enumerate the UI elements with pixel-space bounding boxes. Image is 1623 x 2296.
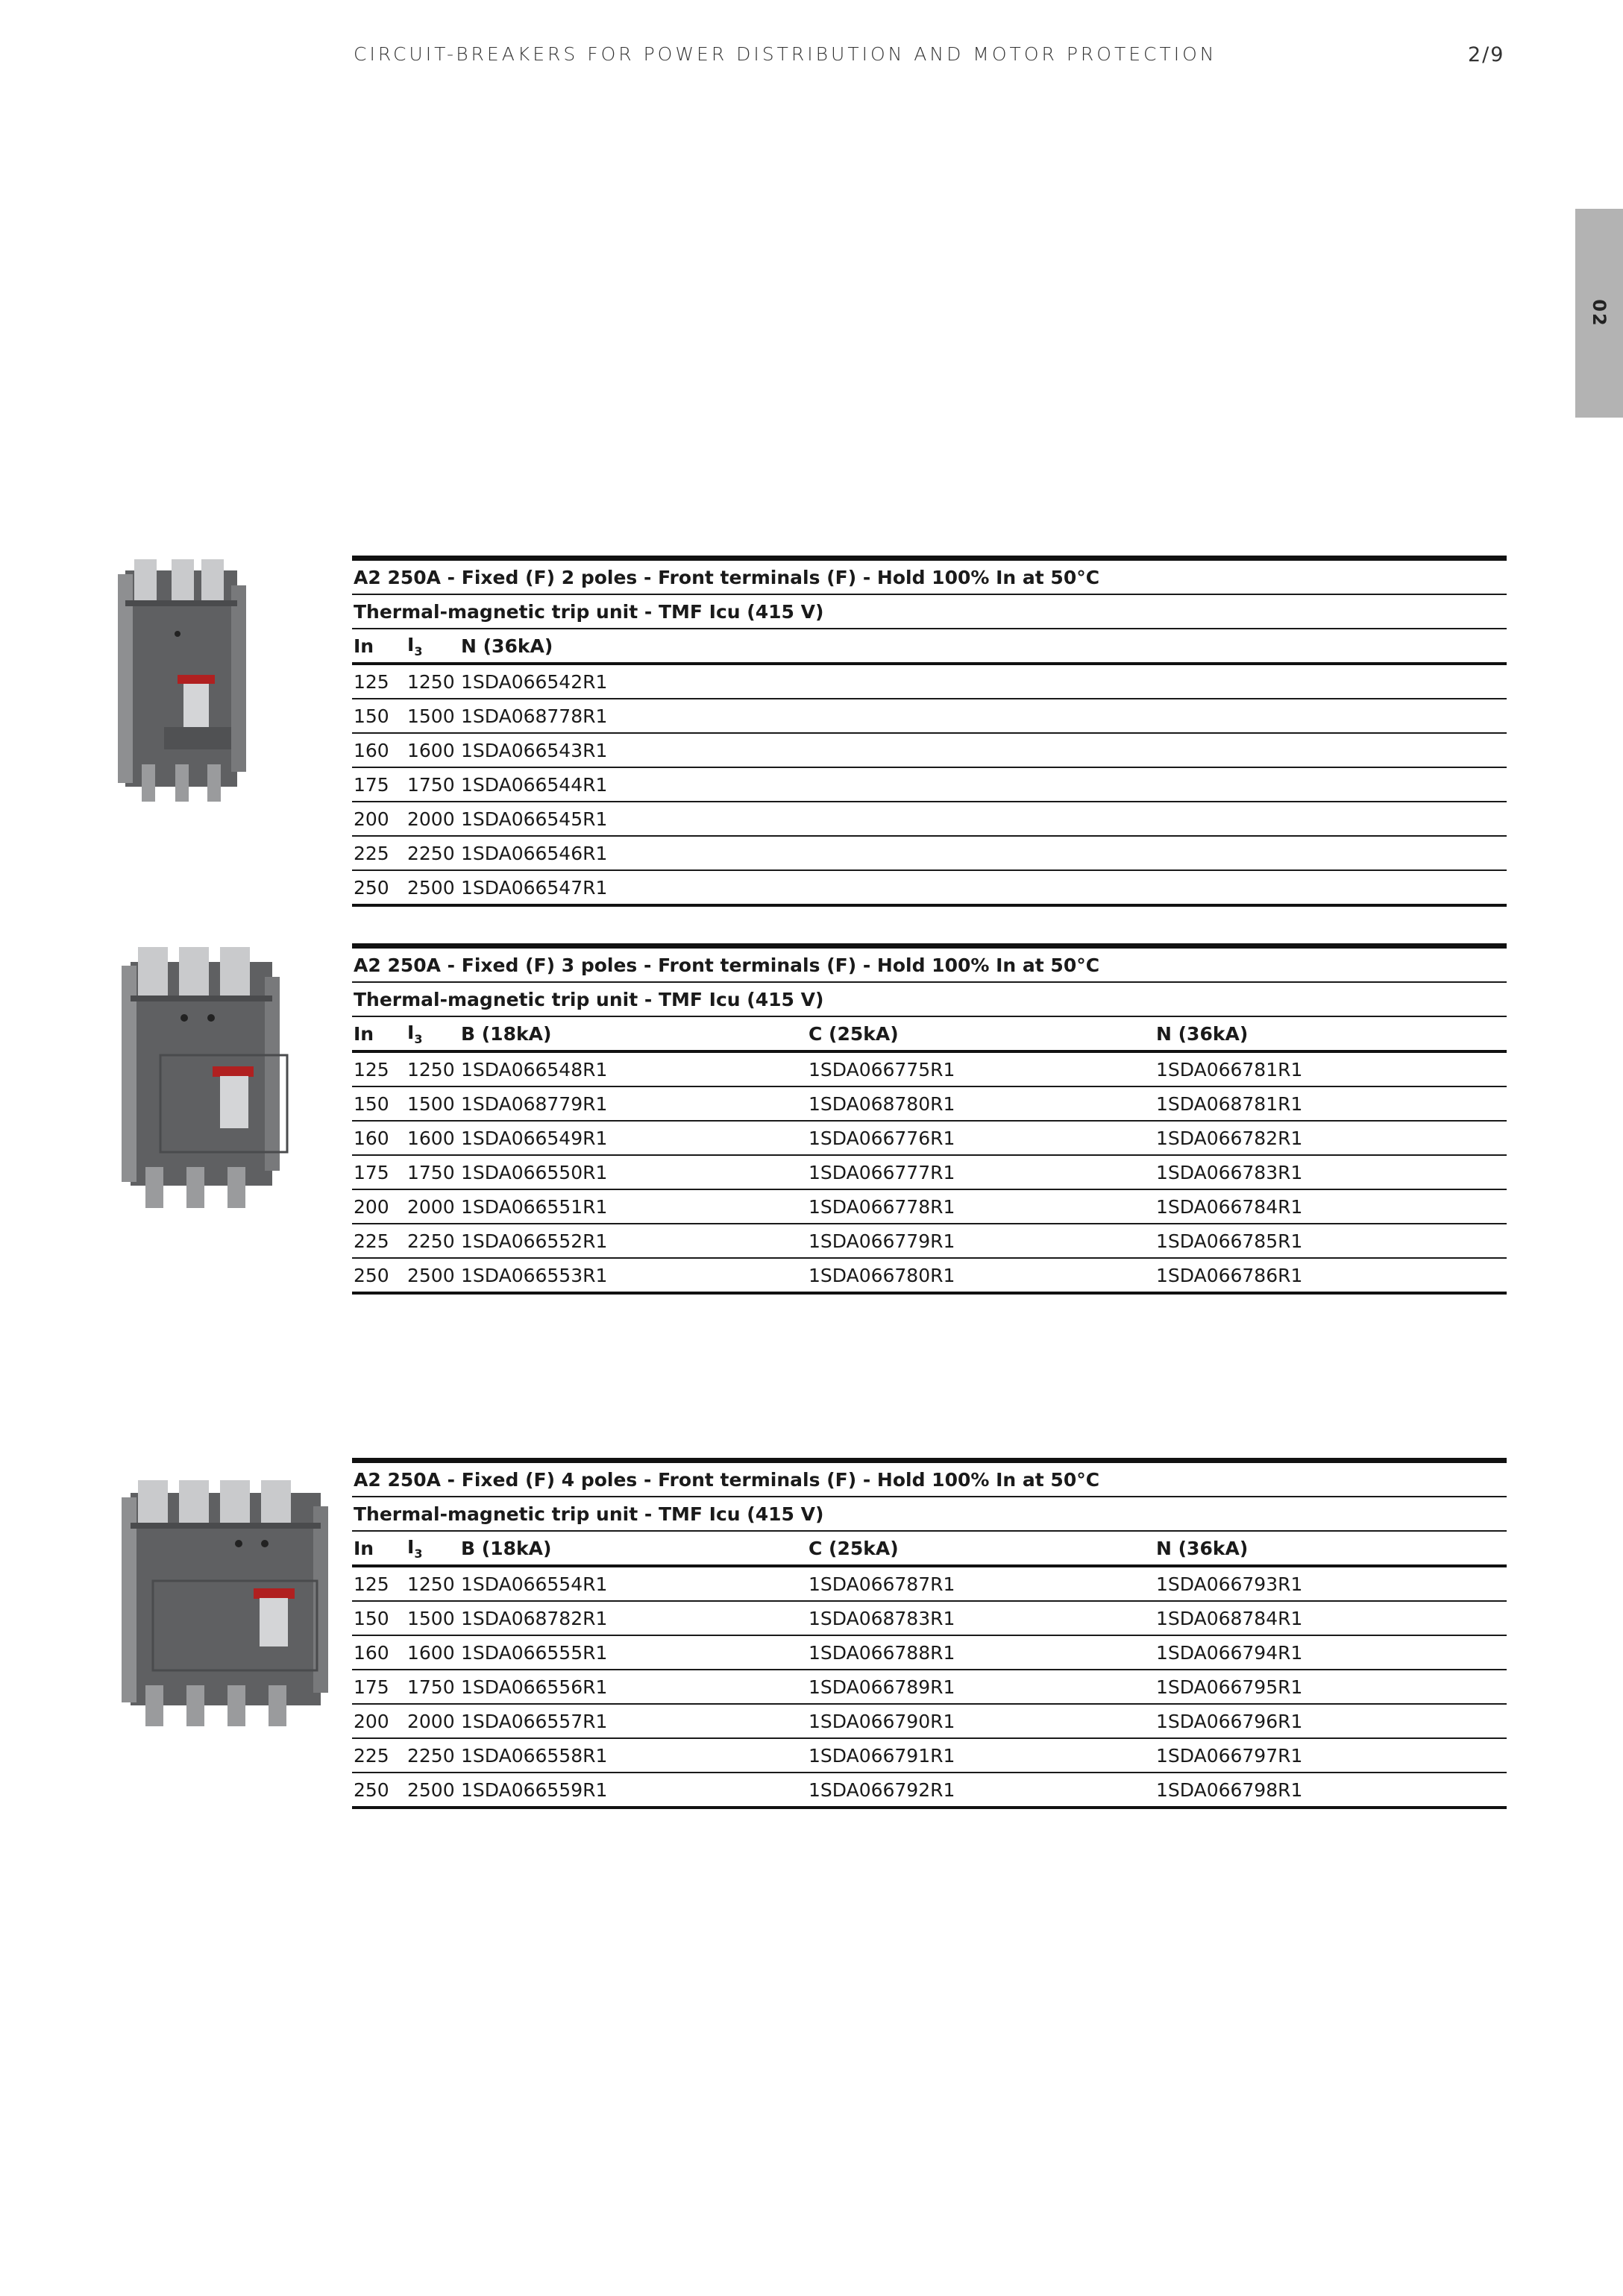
table-header-row: [352, 629, 1507, 664]
table-2-poles: [352, 556, 1507, 907]
breaker-4-poles-image: [116, 1476, 339, 1730]
table-row: 225 2250 1SDA066546R1: [352, 836, 1507, 870]
table-row: 160 1600 1SDA066555R1 1SDA066788R1 1SDA066794R1: [352, 1635, 1507, 1670]
table-row: 175 1750 1SDA066544R1: [352, 767, 1507, 802]
column-header-in: In: [352, 1531, 406, 1566]
table-row: 175 1750 1SDA066556R1 1SDA066789R1 1SDA066795R1: [352, 1670, 1507, 1704]
column-header-i3: $I_3$: [406, 1016, 459, 1051]
breaker-2-poles-image: [112, 556, 261, 809]
table-subtitle: Thermal-magnetic trip unit - TMF Icu (415 V): [352, 594, 1507, 629]
column-header-c: C (25kA): [807, 1016, 1155, 1051]
breaker-3-poles-image: [116, 943, 302, 1212]
table-title: A2 250A - Fixed (F) 2 poles - Front terminals (F) - Hold 100% In at 50°C: [352, 559, 1507, 595]
table-header-row: [352, 1531, 1507, 1566]
table-row: 150 1500 1SDA068782R1 1SDA068783R1 1SDA068784R1: [352, 1601, 1507, 1635]
table-row: 125 1250 1SDA066554R1 1SDA066787R1 1SDA066793R1: [352, 1566, 1507, 1601]
table-title: A2 250A - Fixed (F) 4 poles - Front terminals (F) - Hold 100% In at 50°C: [352, 1461, 1507, 1497]
table-row: 225 2250 1SDA066558R1 1SDA066791R1 1SDA066797R1: [352, 1738, 1507, 1773]
table-row: 160 1600 1SDA066549R1 1SDA066776R1 1SDA066782R1: [352, 1121, 1507, 1155]
table-row: 200 2000 1SDA066557R1 1SDA066790R1 1SDA066796R1: [352, 1704, 1507, 1738]
column-header-i3: $I_3$: [406, 1531, 459, 1566]
column-header-in: In: [352, 1016, 406, 1051]
section-tab-label: 02: [1589, 299, 1610, 327]
table-4-poles: [352, 1458, 1507, 1809]
column-header-i3: $I_3$: [406, 629, 459, 664]
column-header-n: N (36kA): [1155, 1016, 1507, 1051]
table-title: A2 250A - Fixed (F) 3 poles - Front terminals (F) - Hold 100% In at 50°C: [352, 946, 1507, 983]
table-row: 225 2250 1SDA066552R1 1SDA066779R1 1SDA066785R1: [352, 1224, 1507, 1258]
table-header-row: [352, 1016, 1507, 1051]
column-header-b: B (18kA): [459, 1016, 807, 1051]
table-row: 150 1500 1SDA068779R1 1SDA068780R1 1SDA068781R1: [352, 1086, 1507, 1121]
table-row: 250 2500 1SDA066553R1 1SDA066780R1 1SDA066786R1: [352, 1258, 1507, 1293]
column-header-n: N (36kA): [1155, 1531, 1507, 1566]
column-header-in: In: [352, 629, 406, 664]
table-subtitle: Thermal-magnetic trip unit - TMF Icu (415 V): [352, 1497, 1507, 1531]
section-tab: [1575, 209, 1623, 418]
page-header-title: CIRCUIT-BREAKERS FOR POWER DISTRIBUTION AND MOTOR PROTECTION: [354, 43, 1217, 65]
column-header-b: B (18kA): [459, 1531, 807, 1566]
table-row: 160 1600 1SDA066543R1: [352, 733, 1507, 767]
table-row: 125 1250 1SDA066548R1 1SDA066775R1 1SDA066781R1: [352, 1051, 1507, 1086]
table-row: 250 2500 1SDA066559R1 1SDA066792R1 1SDA066798R1: [352, 1773, 1507, 1808]
page-number: 2/9: [1468, 43, 1505, 66]
table-subtitle: Thermal-magnetic trip unit - TMF Icu (415 V): [352, 982, 1507, 1016]
table-3-poles: [352, 943, 1507, 1295]
column-header-c: C (25kA): [807, 1531, 1155, 1566]
table-row: 250 2500 1SDA066547R1: [352, 870, 1507, 905]
table-row: 175 1750 1SDA066550R1 1SDA066777R1 1SDA066783R1: [352, 1155, 1507, 1189]
column-header-n: N (36kA): [459, 629, 1507, 664]
table-row: 200 2000 1SDA066545R1: [352, 802, 1507, 836]
table-row: 125 1250 1SDA066542R1: [352, 664, 1507, 699]
table-row: 150 1500 1SDA068778R1: [352, 699, 1507, 733]
table-row: 200 2000 1SDA066551R1 1SDA066778R1 1SDA066784R1: [352, 1189, 1507, 1224]
